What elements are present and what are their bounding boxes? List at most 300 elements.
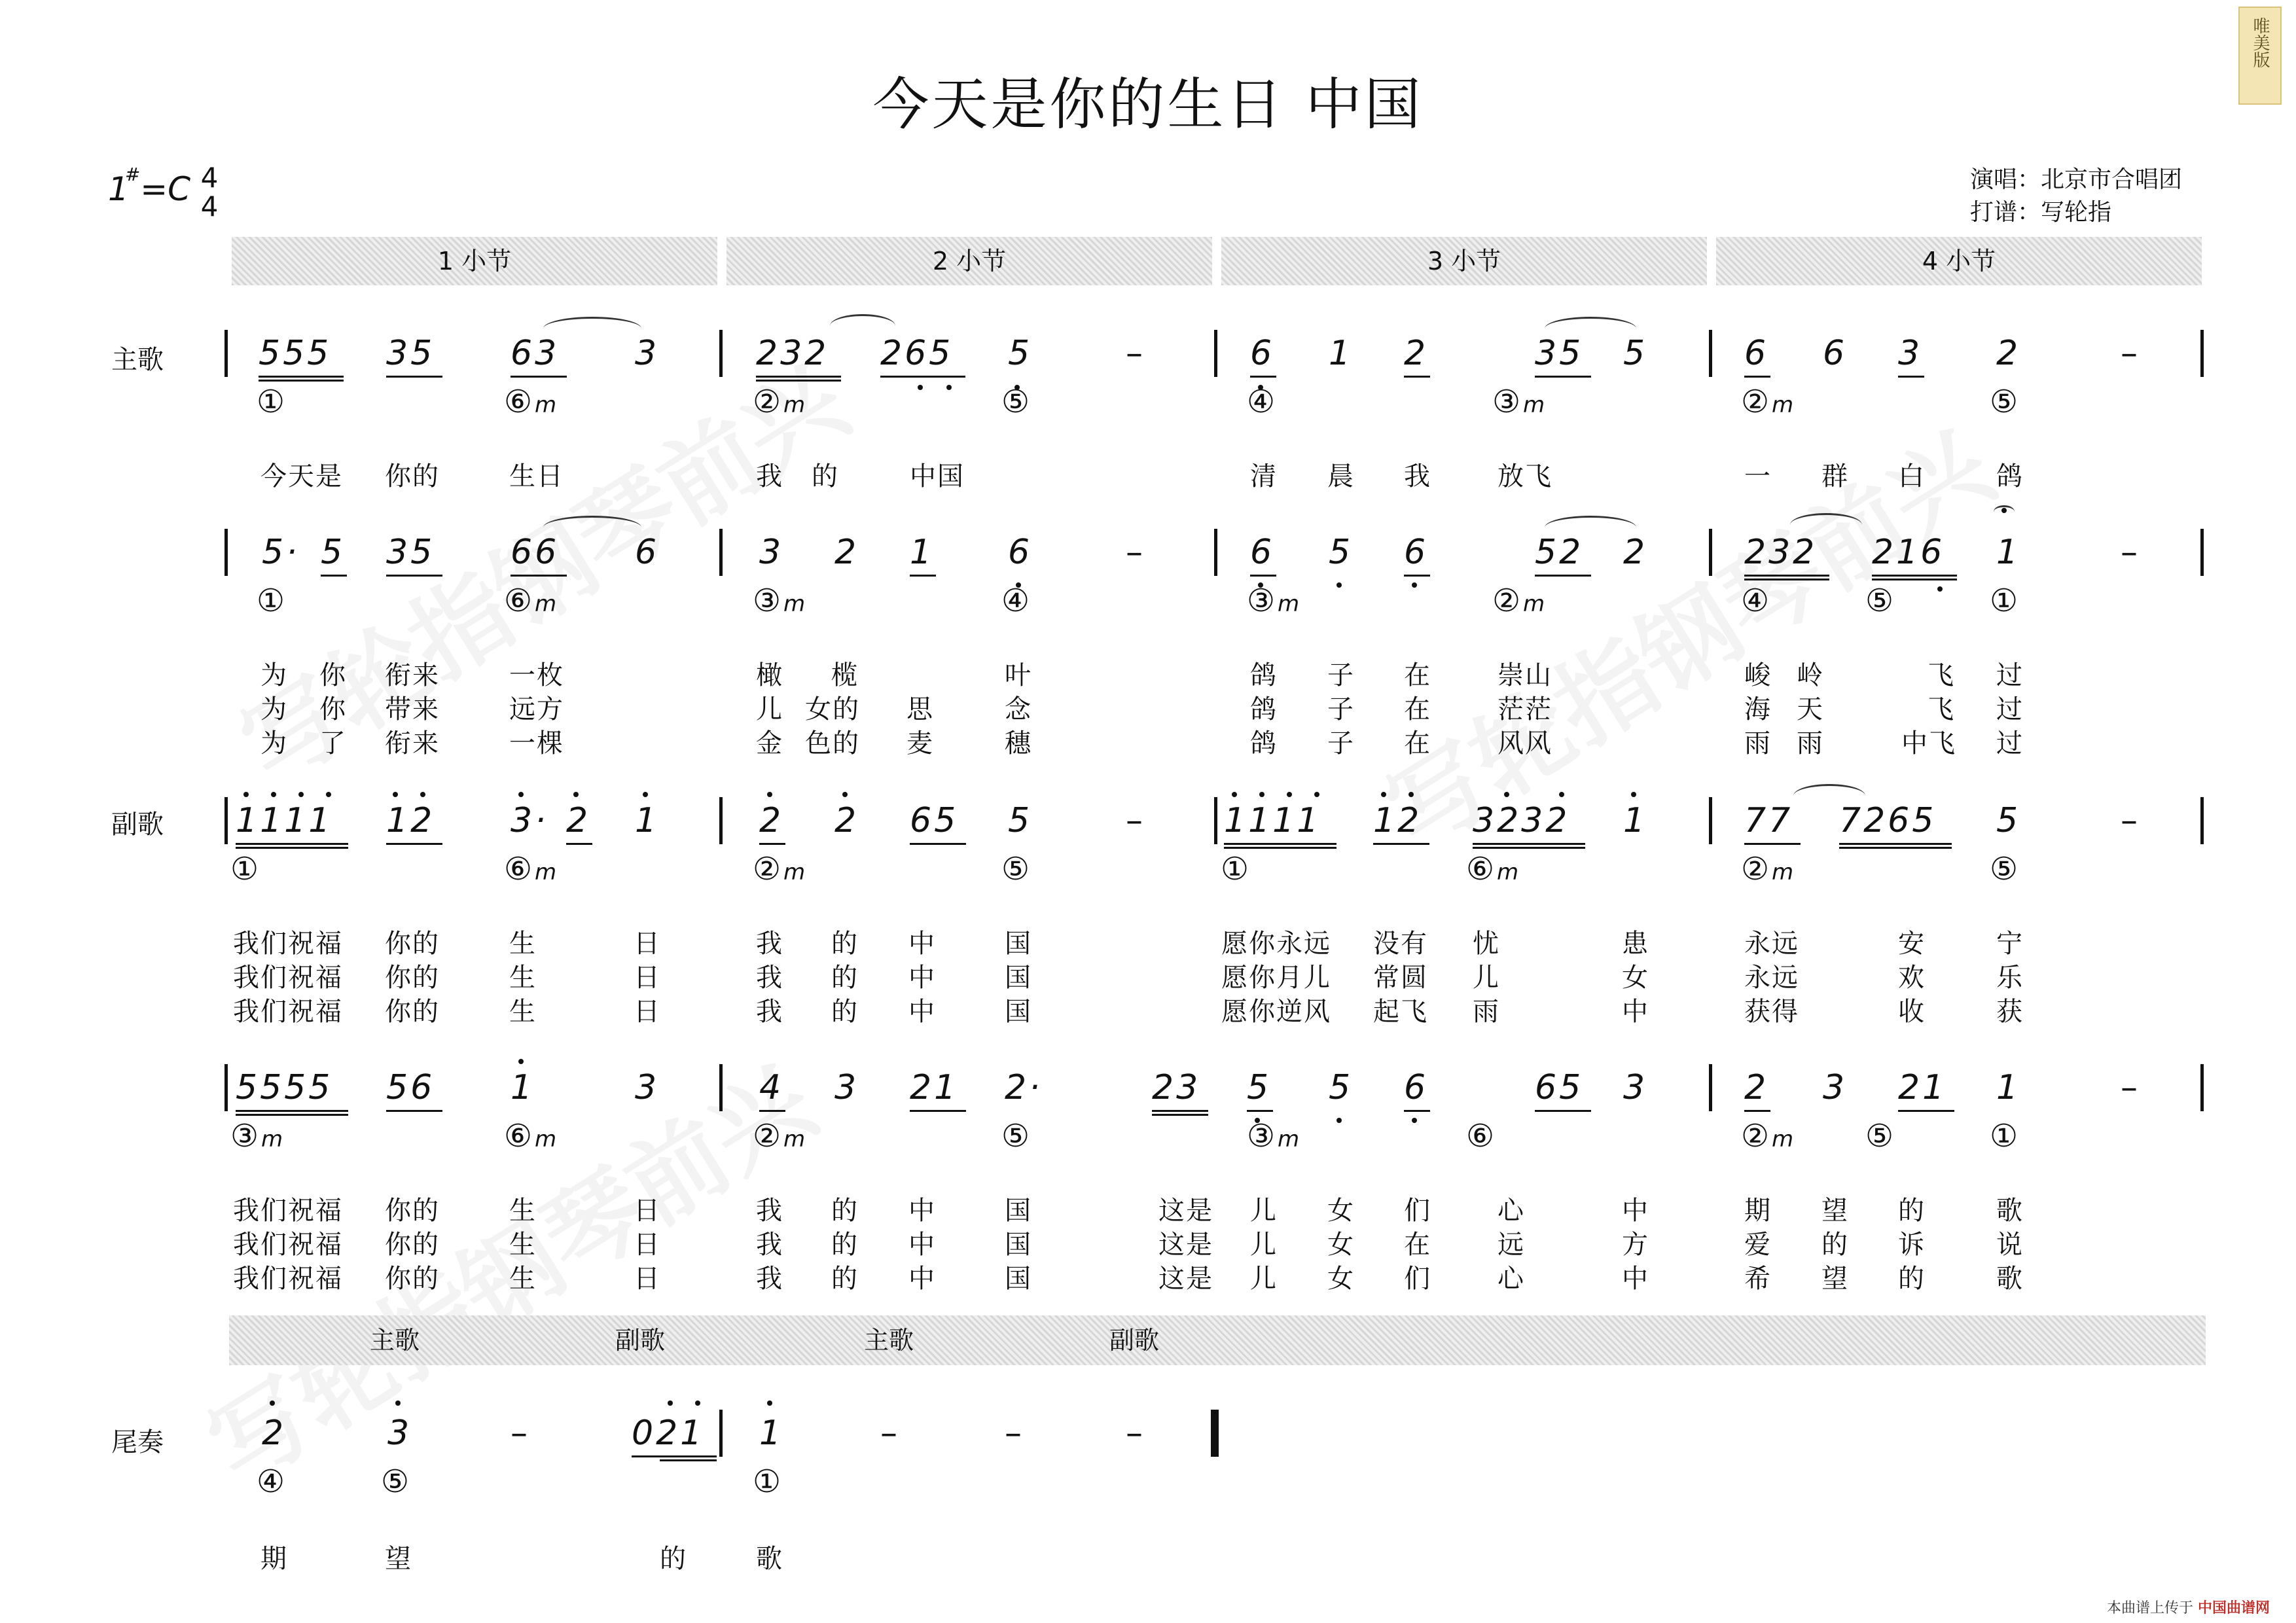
chord-marker: ⑥ — [1466, 1118, 1495, 1154]
lyric: 在 — [1404, 660, 1431, 690]
lyric: 儿 — [1250, 1230, 1278, 1260]
chord-marker: ⑤ — [1001, 1118, 1030, 1154]
lyric: 儿 — [1250, 1196, 1278, 1226]
note: 5· — [262, 533, 300, 572]
lyric: 榄 — [831, 660, 859, 690]
lyric: 的 — [831, 1264, 859, 1294]
lyric: 诉 — [1898, 1230, 1926, 1260]
lyric: 金 — [756, 728, 783, 758]
lyric: 没有 — [1373, 929, 1428, 959]
note: 12 — [1373, 801, 1422, 840]
minor-suffix: m — [783, 1126, 806, 1152]
underline — [1744, 1110, 1770, 1112]
hold-dash: – — [880, 1414, 897, 1453]
barline — [2200, 529, 2204, 576]
lyric: 你的 — [385, 997, 440, 1027]
lyric: 一枚 — [509, 660, 564, 690]
note: 65 — [910, 801, 959, 840]
note: 6 — [1250, 533, 1275, 572]
time-bottom: 4 — [200, 190, 219, 223]
note: 35 — [386, 533, 435, 572]
lyric: 生 — [509, 1230, 537, 1260]
lyric: 海 — [1744, 694, 1772, 724]
lyric: 麦 — [906, 728, 934, 758]
lyric: 生 — [509, 1196, 537, 1226]
lyric: 你的 — [385, 461, 440, 491]
underline — [1250, 575, 1276, 577]
lyric: 在 — [1404, 694, 1431, 724]
lyric: 欢 — [1898, 963, 1926, 993]
minor-suffix: m — [535, 591, 557, 617]
lyric: 鸽 — [1250, 728, 1278, 758]
underline — [386, 843, 442, 845]
lyric: 爱 — [1744, 1230, 1772, 1260]
lyric: 日 — [634, 1230, 661, 1260]
lyric: 子 — [1327, 694, 1355, 724]
low-dot — [1336, 582, 1342, 588]
lyric: 希 — [1744, 1264, 1772, 1294]
lyric: 获 — [1996, 997, 2024, 1027]
chord-marker: ① — [1221, 851, 1249, 887]
lyric: 鸽 — [1996, 461, 2024, 491]
underline — [1535, 376, 1591, 378]
lyric: 我 — [756, 1196, 783, 1226]
lyric: 中国 — [910, 461, 965, 491]
lyric: 穗 — [1005, 728, 1032, 758]
underline — [910, 575, 936, 577]
chord-marker: ① — [1990, 582, 2018, 619]
hold-dash: – — [511, 1414, 528, 1453]
lyric: 我 — [756, 929, 783, 959]
lyric: 国 — [1005, 1264, 1032, 1294]
time-top: 4 — [200, 162, 219, 194]
lyric: 我们祝福 — [233, 1196, 343, 1226]
low-dot — [1412, 582, 1417, 588]
note: 6 — [1823, 334, 1848, 373]
barline — [719, 797, 723, 844]
underline — [1404, 376, 1430, 378]
lyric: 忧 — [1473, 929, 1500, 959]
chord-marker: ② m — [1741, 383, 1794, 420]
note: 5555 — [236, 1068, 333, 1107]
chord-marker: ⑥ m — [504, 851, 557, 887]
high-dot — [395, 1400, 401, 1406]
section-indicator: 主歌 — [864, 1326, 914, 1355]
chord-marker: ② m — [753, 1118, 806, 1154]
lyric: 的 — [1898, 1196, 1926, 1226]
lyric: 思 — [906, 694, 934, 724]
chord-marker: ④ — [1247, 383, 1276, 420]
tie — [1793, 784, 1865, 796]
barline — [224, 797, 228, 844]
lyric: 生 — [509, 963, 537, 993]
note: 3 — [759, 533, 784, 572]
high-dot — [767, 1400, 772, 1406]
barline — [2200, 1064, 2204, 1111]
transcriber-credit: 打谱：写轮指 — [1970, 199, 2112, 226]
lyric: 国 — [1005, 963, 1032, 993]
note: 35 — [1535, 334, 1584, 373]
lyric: 的 — [831, 1230, 859, 1260]
lyric: 橄 — [756, 660, 783, 690]
lyric: 白 — [1898, 461, 1926, 491]
note: 77 — [1744, 801, 1793, 840]
lyric: 永远 — [1744, 929, 1799, 959]
note: 5 — [1996, 801, 2021, 840]
lyric: 子 — [1327, 728, 1355, 758]
site-logo[interactable]: 中国曲谱网 — [2197, 1600, 2270, 1616]
lyric: 的 — [1821, 1230, 1849, 1260]
underline — [1839, 843, 1952, 845]
note: 1 — [1329, 334, 1354, 373]
lyric: 说 — [1996, 1230, 2024, 1260]
note: 2 — [834, 801, 859, 840]
lyric: 的 — [812, 461, 839, 491]
lyric: 中 — [908, 929, 936, 959]
note: 3232 — [1473, 801, 1570, 840]
note: 2· — [1005, 1068, 1043, 1107]
high-dot — [1381, 792, 1386, 797]
note: 23 — [1152, 1068, 1201, 1107]
chord-marker: ③ m — [1247, 1118, 1300, 1154]
lyric: 的 — [831, 997, 859, 1027]
note: 1111 — [236, 801, 333, 840]
lyric: 歌 — [1996, 1264, 2024, 1294]
underline — [1744, 843, 1801, 845]
underline — [1535, 575, 1591, 577]
hold-dash: – — [2121, 533, 2138, 572]
minor-suffix: m — [1772, 859, 1794, 885]
lyric: 为 — [260, 728, 288, 758]
note: 1 — [511, 1068, 535, 1107]
note: 1 — [1996, 533, 2021, 572]
lyric: 心 — [1498, 1196, 1525, 1226]
lyric: 茫茫 — [1498, 694, 1552, 724]
lyric: 愿你永远 — [1221, 929, 1331, 959]
underline — [1250, 376, 1276, 378]
note: 1 — [1996, 1068, 2021, 1107]
lyric: 的 — [831, 1196, 859, 1226]
lyric: 我 — [756, 1264, 783, 1294]
high-dot — [518, 1059, 524, 1064]
lyric: 中 — [1622, 997, 1649, 1027]
lyric: 色的 — [805, 728, 860, 758]
note: 5 — [1008, 801, 1033, 840]
hold-dash: – — [2121, 334, 2138, 373]
underline — [1744, 579, 1829, 580]
note: 6 — [635, 533, 660, 572]
chord-marker: ⑤ — [1865, 1118, 1894, 1154]
section-indicator-bar — [229, 1315, 2206, 1365]
note: 66 — [511, 533, 560, 572]
lyric: 你 — [319, 660, 347, 690]
lyric: 今天是 — [260, 461, 343, 491]
hold-dash: – — [1126, 1414, 1143, 1453]
measure-header-1: 1 小节 — [232, 237, 717, 285]
section-label-verse: 主歌 — [111, 345, 164, 375]
note: 65 — [1535, 1068, 1584, 1107]
note: 21 — [910, 1068, 959, 1107]
note: 2 — [1744, 1068, 1769, 1107]
note: 1 — [635, 801, 660, 840]
chord-marker: ② m — [753, 851, 806, 887]
lyric: 我 — [1404, 461, 1431, 491]
section-label-chorus: 副歌 — [111, 810, 164, 840]
note: 6 — [1404, 533, 1429, 572]
barline — [2200, 797, 2204, 844]
barline — [1709, 529, 1712, 576]
underline — [632, 1455, 717, 1457]
lyric: 在 — [1404, 728, 1431, 758]
note: 2 — [566, 801, 591, 840]
chord-marker: ③ m — [753, 582, 806, 619]
underline — [910, 843, 966, 845]
minor-suffix: m — [1523, 392, 1545, 418]
chord-marker: ② m — [1741, 851, 1794, 887]
chord-marker: ② m — [753, 383, 806, 420]
high-dot — [842, 792, 848, 797]
lyric: 雨 — [1797, 728, 1824, 758]
chord-marker: ③ m — [1492, 383, 1545, 420]
note: 2 — [1404, 334, 1429, 373]
lyric: 天 — [1797, 694, 1824, 724]
minor-suffix: m — [1523, 591, 1545, 617]
note: 7265 — [1839, 801, 1937, 840]
lyric: 这是 — [1158, 1196, 1213, 1226]
lyric: 女 — [1622, 963, 1649, 993]
barline — [2200, 330, 2204, 377]
lyric: 的 — [831, 963, 859, 993]
high-dot — [1259, 792, 1265, 797]
note: 5 — [1329, 1068, 1354, 1107]
barline — [719, 1064, 723, 1111]
tie — [1545, 516, 1636, 527]
minor-suffix: m — [1772, 392, 1794, 418]
lyric: 念 — [1005, 694, 1032, 724]
lyric: 永远 — [1744, 963, 1799, 993]
note: 021 — [632, 1414, 705, 1453]
underline — [759, 843, 785, 845]
high-dot — [1314, 792, 1319, 797]
lyric: 心 — [1498, 1264, 1525, 1294]
footer — [2107, 1597, 2270, 1617]
lyric: 女 — [1327, 1196, 1355, 1226]
lyric: 过 — [1996, 660, 2024, 690]
barline — [1214, 330, 1217, 377]
note: 35 — [386, 334, 435, 373]
section-indicator: 副歌 — [615, 1326, 666, 1355]
high-dot — [393, 792, 398, 797]
lyric: 生日 — [509, 461, 564, 491]
low-dot — [1412, 1118, 1417, 1123]
hold-dash: – — [2121, 801, 2138, 840]
lyric: 的 — [660, 1544, 687, 1574]
lyric: 儿 — [1250, 1264, 1278, 1294]
high-dot — [326, 792, 331, 797]
note: 1 — [1623, 801, 1648, 840]
section-indicator: 副歌 — [1109, 1326, 1160, 1355]
note: 1111 — [1224, 801, 1321, 840]
lyric: 望 — [1821, 1196, 1849, 1226]
tie — [543, 317, 641, 329]
note: 12 — [386, 801, 435, 840]
lyric: 女的 — [805, 694, 860, 724]
lyric: 你 — [319, 694, 347, 724]
high-dot — [643, 792, 648, 797]
chord-marker: ① — [257, 383, 285, 420]
high-dot — [1287, 792, 1292, 797]
note: 3 — [1623, 1068, 1648, 1107]
lyric: 你的 — [385, 1230, 440, 1260]
underline — [236, 1110, 348, 1112]
lyric: 安 — [1898, 929, 1926, 959]
lyric: 国 — [1005, 1196, 1032, 1226]
lyric: 崇山 — [1498, 660, 1552, 690]
lyric: 乐 — [1996, 963, 2024, 993]
high-dot — [271, 792, 276, 797]
note: 2 — [759, 801, 784, 840]
lyric: 的 — [831, 929, 859, 959]
chord-marker: ④ — [257, 1463, 285, 1500]
hold-dash: – — [1126, 801, 1143, 840]
note: 6 — [1404, 1068, 1429, 1107]
lyric: 日 — [634, 929, 661, 959]
lyric: 起飞 — [1373, 997, 1428, 1027]
note: 232 — [1744, 533, 1818, 572]
minor-suffix: m — [1772, 1126, 1794, 1152]
underline — [511, 575, 567, 577]
note: 3 — [387, 1414, 412, 1453]
lyric: 鸽 — [1250, 660, 1278, 690]
barline — [1709, 797, 1712, 844]
underline — [321, 575, 347, 577]
lyric: 为 — [260, 694, 288, 724]
section-label-outro: 尾奏 — [111, 1427, 164, 1457]
barline — [1709, 330, 1712, 377]
lyric: 远方 — [509, 694, 564, 724]
lyric: 中 — [908, 997, 936, 1027]
lyric: 们 — [1404, 1196, 1431, 1226]
barline — [719, 330, 723, 377]
note: 2 — [1623, 533, 1648, 572]
lyric: 愿你月儿 — [1221, 963, 1331, 993]
lyric: 晨 — [1327, 461, 1355, 491]
lyric: 你的 — [385, 1264, 440, 1294]
note: 2 — [834, 533, 859, 572]
note: 63 — [511, 334, 560, 373]
lyric: 飞 — [1928, 694, 1955, 724]
page-title: 今天是你的生日 中国 — [872, 72, 1424, 137]
lyric: 的 — [1898, 1264, 1926, 1294]
singer-credit: 演唱：北京市合唱团 — [1970, 166, 2183, 193]
hold-dash: – — [1126, 334, 1143, 373]
edition-badge — [2238, 7, 2282, 105]
low-dot — [1937, 586, 1943, 592]
underline — [566, 843, 592, 845]
note: 3 — [635, 1068, 660, 1107]
chord-marker: ⑤ — [1865, 582, 1894, 619]
lyric: 我们祝福 — [233, 1264, 343, 1294]
time-signature — [196, 164, 223, 221]
lyric: 衔来 — [385, 660, 440, 690]
barline — [719, 1410, 723, 1457]
lyric: 望 — [1821, 1264, 1849, 1294]
underline — [386, 1110, 442, 1112]
lyric: 在 — [1404, 1230, 1431, 1260]
lyric: 国 — [1005, 997, 1032, 1027]
chord-marker: ① — [257, 582, 285, 619]
tie — [1545, 317, 1636, 329]
note: 5 — [321, 533, 346, 572]
lyric: 衔来 — [385, 728, 440, 758]
lyric: 岭 — [1797, 660, 1824, 690]
note: 1 — [759, 1414, 784, 1453]
note: 3 — [1823, 1068, 1848, 1107]
chord-marker: ④ — [1741, 582, 1770, 619]
lyric: 我 — [756, 997, 783, 1027]
chord-marker: ② m — [1741, 1118, 1794, 1154]
chord-marker: ⑤ — [381, 1463, 410, 1500]
lyric: 国 — [1005, 929, 1032, 959]
lyric: 子 — [1327, 660, 1355, 690]
lyric: 过 — [1996, 728, 2024, 758]
lyric: 为 — [260, 660, 288, 690]
badge-text: 唯美版 — [2250, 17, 2270, 68]
high-dot — [420, 792, 425, 797]
underline — [1839, 847, 1952, 849]
lyric: 期 — [1744, 1196, 1772, 1226]
chord-marker: ① — [230, 851, 259, 887]
lyric: 歌 — [1996, 1196, 2024, 1226]
lyric: 我 — [756, 461, 783, 491]
note: 5 — [1623, 334, 1648, 373]
underline — [1152, 1110, 1208, 1112]
minor-suffix: m — [535, 859, 557, 885]
underline — [1224, 843, 1336, 845]
lyric: 获得 — [1744, 997, 1799, 1027]
chord-marker: ⑤ — [1001, 383, 1030, 420]
underline — [1247, 1110, 1273, 1112]
underline — [756, 376, 841, 378]
note: 5 — [1008, 334, 1033, 373]
lyric: 国 — [1005, 1230, 1032, 1260]
measure-header-2: 2 小节 — [726, 237, 1212, 285]
high-dot — [518, 792, 524, 797]
lyric: 日 — [634, 963, 661, 993]
high-dot — [298, 792, 304, 797]
measure-header-3: 3 小节 — [1221, 237, 1707, 285]
chord-marker: ① — [753, 1463, 781, 1500]
underline — [1535, 1110, 1591, 1112]
underline — [1898, 376, 1924, 378]
lyric: 你的 — [385, 963, 440, 993]
minor-suffix: m — [535, 1126, 557, 1152]
low-dot — [1336, 1118, 1342, 1123]
underline — [511, 376, 567, 378]
underline — [1373, 843, 1429, 845]
chord-marker: ⑤ — [1990, 851, 2018, 887]
lyric: 清 — [1250, 461, 1278, 491]
low-dot — [946, 385, 952, 390]
note: 3 — [834, 1068, 859, 1107]
high-dot — [1631, 792, 1636, 797]
lyric: 你的 — [385, 929, 440, 959]
lyric: 女 — [1327, 1230, 1355, 1260]
lyric: 放飞 — [1498, 461, 1552, 491]
chord-marker: ⑥ m — [1466, 851, 1519, 887]
key-sharp: # — [124, 164, 141, 185]
chord-marker: ⑥ m — [504, 582, 557, 619]
